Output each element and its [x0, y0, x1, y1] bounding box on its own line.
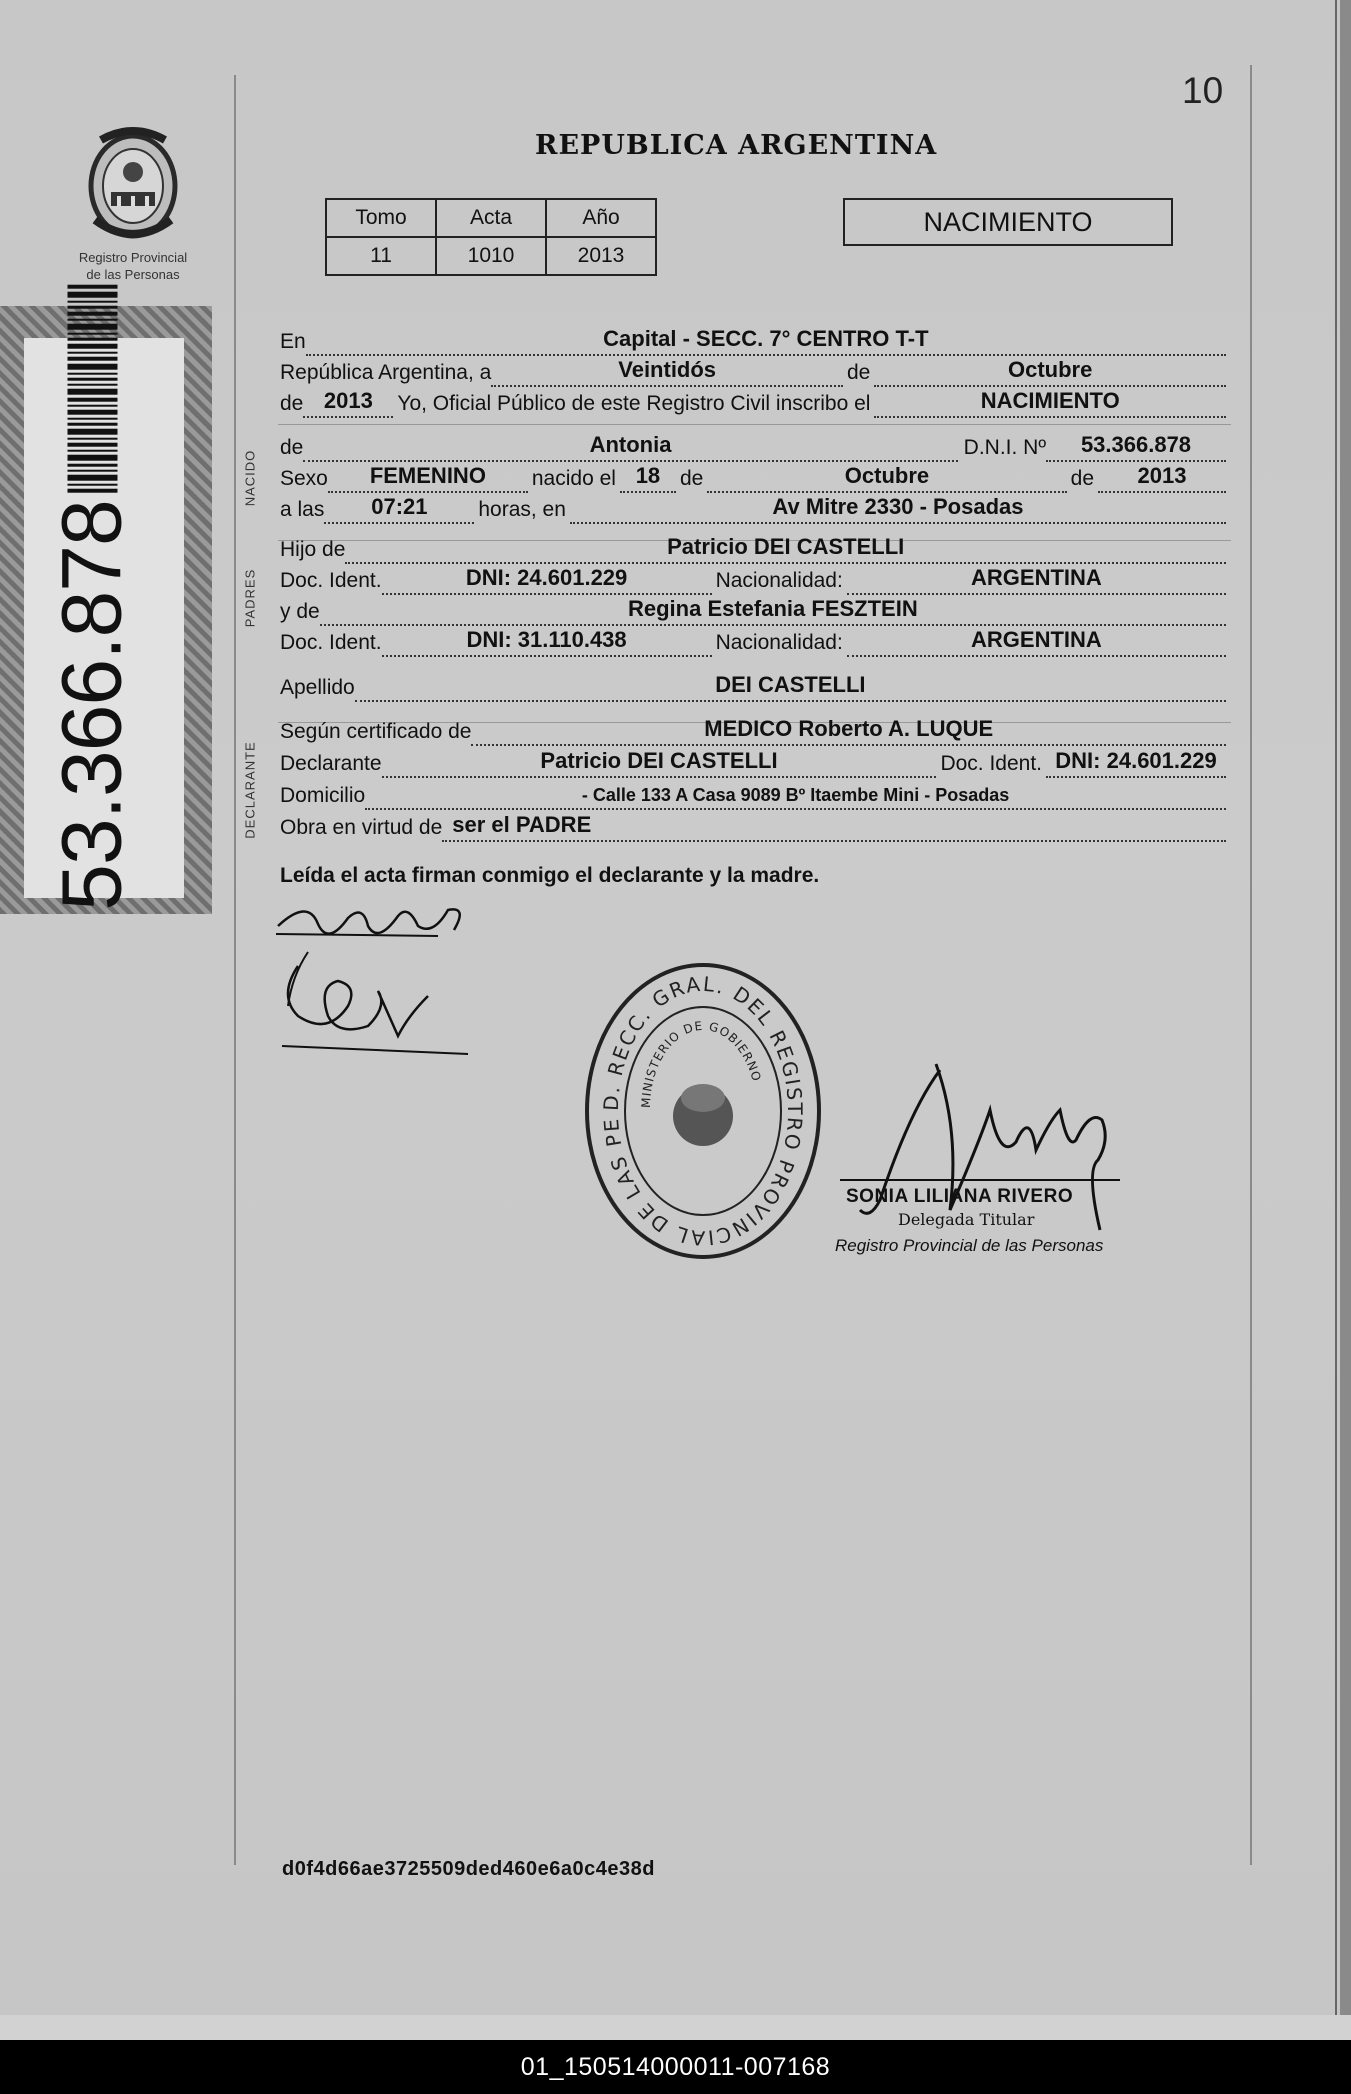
row-surname: [280, 672, 1226, 702]
value-tomo: 11: [326, 237, 436, 275]
field-act: [874, 388, 1226, 418]
field-mother-doc: [382, 627, 712, 657]
row-reason: [280, 812, 1226, 842]
label-hijo-de: Hijo de: [280, 538, 346, 561]
declarant-signatures: [268, 896, 478, 1076]
value-declarant-doc: DNI: 24.601.229: [1055, 748, 1217, 773]
value-father-nat: ARGENTINA: [971, 565, 1102, 590]
country-title: REPUBLICA ARGENTINA: [535, 130, 938, 161]
registry-logo: [58, 120, 208, 282]
value-address: - Calle 133 A Casa 9089 Bº Itaembe Mini - Posadas: [581, 785, 1010, 805]
label-sexo: Sexo: [280, 467, 328, 490]
field-mother: [320, 596, 1226, 626]
field-sex: [328, 463, 528, 493]
field-reason: [442, 812, 1226, 842]
registry-table-header: [326, 199, 656, 237]
field-birth-day: [620, 463, 676, 493]
label-declarante: Declarante: [280, 752, 382, 775]
page-edge: [1340, 0, 1351, 2015]
value-mother-doc: DNI: 31.110.438: [466, 627, 627, 652]
field-declarant: [382, 748, 937, 778]
row-date: [280, 357, 1226, 387]
field-certificate: [471, 716, 1226, 746]
footer-bar: [0, 2040, 1351, 2094]
row-declarant: [280, 748, 1226, 778]
row-sex-birth: [280, 463, 1226, 493]
value-sex: FEMENINO: [369, 463, 486, 488]
row-place: [280, 326, 1226, 356]
label-de-month: de: [846, 361, 871, 384]
value-place: Capital - SECC. 7° CENTRO T-T: [603, 326, 929, 351]
stamp-outer-text: D. RECC. GRAL. DEL REGISTRO PROVINCIAL DE LAS PE: [598, 971, 808, 1251]
stamp-inner-text: MINISTERIO DE GOBIERNO: [638, 1018, 764, 1109]
row-mother-doc: [280, 627, 1226, 657]
value-birth-year: 2013: [1137, 463, 1187, 488]
field-address: [365, 780, 1226, 810]
side-label-nacido: NACIDO: [242, 449, 258, 507]
row-address: [280, 780, 1226, 810]
field-father-doc: [382, 565, 712, 595]
field-name: [303, 432, 957, 462]
header-ano: Año: [546, 199, 656, 237]
value-birth-month: Octubre: [844, 463, 930, 488]
value-surname: DEI CASTELLI: [715, 672, 866, 697]
value-dni: 53.366.878: [1080, 432, 1192, 457]
logo-caption-line1: Registro Provincial: [78, 250, 188, 265]
left-margin-line: [234, 75, 236, 1865]
label-declarant-doc: Doc. Ident.: [940, 752, 1042, 775]
value-acta: 1010: [436, 237, 546, 275]
page-number: 10: [1182, 70, 1224, 111]
header-acta: Acta: [436, 199, 546, 237]
row-year-act: [280, 388, 1226, 418]
label-republic: República Argentina, a: [280, 361, 492, 384]
value-month: Octubre: [1008, 357, 1093, 382]
label-de-year: de: [280, 392, 304, 415]
label-horas-en: horas, en: [478, 498, 566, 521]
field-surname: [355, 672, 1226, 702]
dni-band-number: 53.366.878: [44, 500, 139, 911]
label-father-nat: Nacionalidad:: [715, 569, 843, 592]
barcode: [67, 281, 117, 492]
field-place: [306, 326, 1226, 356]
field-day: [491, 357, 843, 387]
official-role: Delegada Titular: [898, 1210, 1035, 1229]
value-reason: ser el PADRE: [452, 812, 592, 837]
value-birth-place: Av Mitre 2330 - Posadas: [772, 494, 1024, 519]
header-tomo: Tomo: [326, 199, 436, 237]
label-de-birth-year: de: [1070, 467, 1094, 490]
field-father-nat: [847, 565, 1226, 595]
official-stamp: [580, 958, 826, 1264]
label-apellido: Apellido: [280, 676, 355, 699]
label-domicilio: Domicilio: [280, 784, 366, 807]
registry-table-values: [326, 237, 656, 275]
label-mother-nat: Nacionalidad:: [715, 631, 843, 654]
right-margin-line: [1250, 65, 1252, 1865]
label-dni: D.N.I. Nº: [963, 436, 1046, 459]
value-name: Antonia: [589, 432, 672, 457]
value-day: Veintidós: [618, 357, 717, 382]
field-dni: [1046, 432, 1226, 462]
field-declarant-doc: [1046, 748, 1226, 778]
side-label-declarante: DECLARANTE: [242, 741, 258, 839]
dni-band: [0, 306, 212, 914]
value-time: 07:21: [371, 494, 428, 519]
registry-table: [325, 198, 657, 276]
official-org: Registro Provincial de las Personas: [835, 1236, 1104, 1255]
field-father: [345, 534, 1226, 564]
field-birth-year: [1098, 463, 1226, 493]
label-obra: Obra en virtud de: [280, 816, 443, 839]
label-de-name: de: [280, 436, 304, 459]
value-father: Patricio DEI CASTELLI: [667, 534, 905, 559]
side-label-padres: PADRES: [242, 568, 258, 628]
label-father-doc: Doc. Ident.: [280, 569, 382, 592]
field-birth-place: [570, 494, 1226, 524]
row-mother: [280, 596, 1226, 626]
field-month: [874, 357, 1226, 387]
value-ano: 2013: [546, 237, 656, 275]
official-name: SONIA LILIANA RIVERO: [846, 1186, 1074, 1207]
value-certificate: MEDICO Roberto A. LUQUE: [704, 716, 994, 741]
value-mother: Regina Estefania FESZTEIN: [627, 596, 918, 621]
value-mother-nat: ARGENTINA: [971, 627, 1102, 652]
row-name: [280, 432, 1226, 462]
value-father-doc: DNI: 24.601.229: [465, 565, 628, 590]
stamp-seal-icon: [580, 958, 826, 1264]
value-declarant: Patricio DEI CASTELLI: [540, 748, 778, 773]
value-year: 2013: [323, 388, 373, 413]
label-segun: Según certificado de: [280, 720, 472, 743]
row-father: [280, 534, 1226, 564]
certificate-type: NACIMIENTO: [843, 198, 1173, 246]
separator-1: [278, 424, 1231, 425]
footer-id: 01_150514000011-007168: [520, 2053, 831, 2081]
field-time: [324, 494, 474, 524]
dni-band-content: [44, 281, 141, 910]
closing-statement: Leída el acta firman conmigo el declarante y la madre.: [280, 864, 820, 887]
document-hash: d0f4d66ae3725509ded460e6a0c4e38d: [282, 1858, 655, 1880]
label-en: En: [280, 330, 306, 353]
field-mother-nat: [847, 627, 1226, 657]
outer-edge-line: [1335, 0, 1337, 2015]
row-time-place: [280, 494, 1226, 524]
label-y-de: y de: [280, 600, 320, 623]
label-yo: Yo, Oficial Público de este Registro Civil inscribo el: [397, 392, 871, 415]
provincial-seal-icon: [81, 120, 185, 248]
value-birth-day: 18: [635, 463, 661, 488]
label-de-birth-month: de: [679, 467, 704, 490]
field-year: [303, 388, 393, 418]
label-mother-doc: Doc. Ident.: [280, 631, 382, 654]
field-birth-month: [707, 463, 1066, 493]
row-certificate: [280, 716, 1226, 746]
row-father-doc: [280, 565, 1226, 595]
value-act: NACIMIENTO: [980, 388, 1120, 413]
logo-caption-line2: de las Personas: [86, 267, 180, 282]
label-a-las: a las: [280, 498, 325, 521]
label-nacido-el: nacido el: [531, 467, 616, 490]
